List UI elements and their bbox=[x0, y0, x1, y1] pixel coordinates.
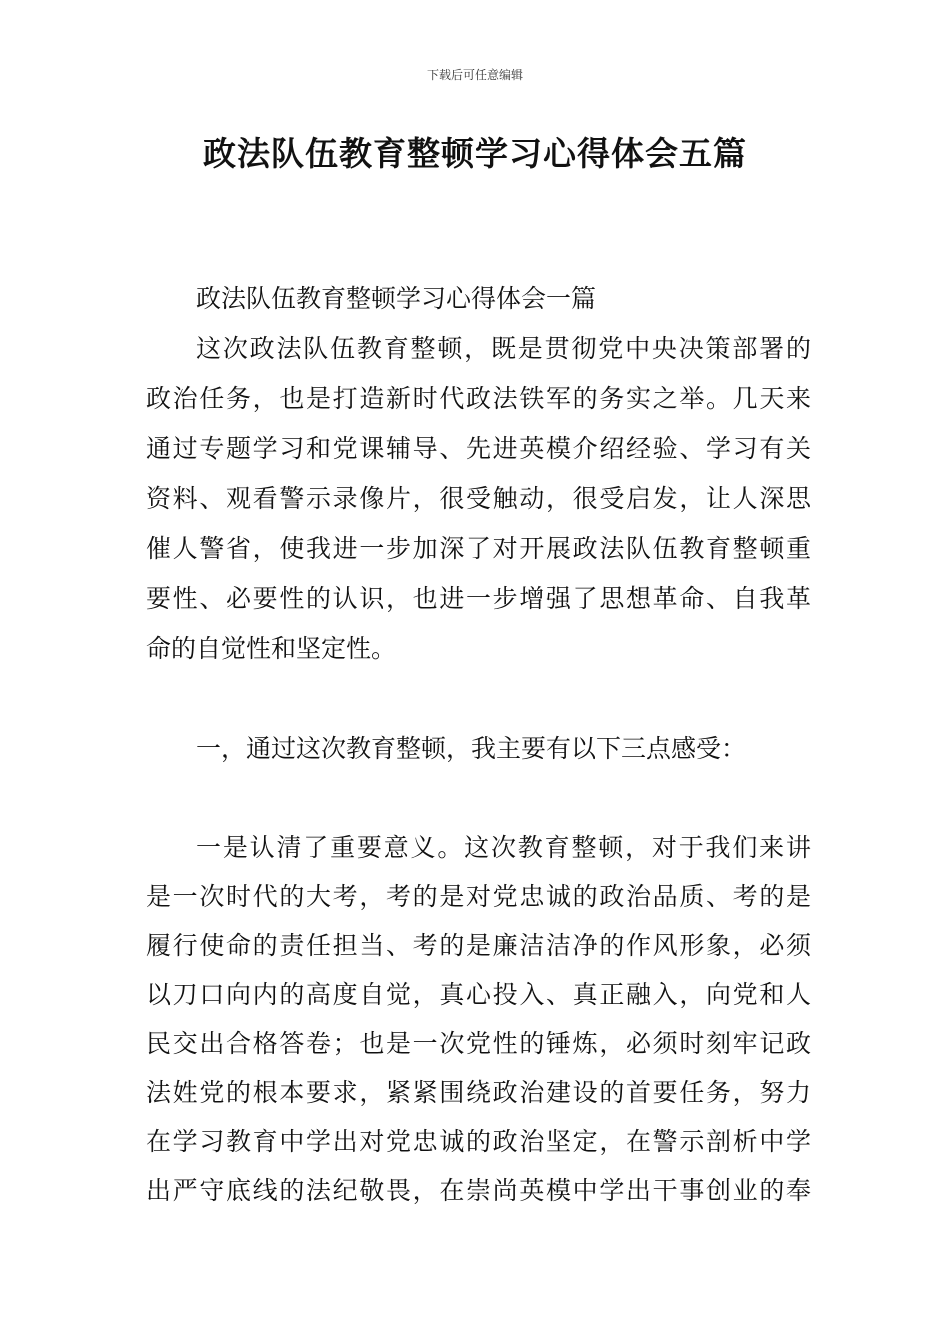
paragraph-line: 政治任务，也是打造新时代政法铁军的务实之举。几天来 bbox=[146, 384, 811, 413]
section-heading: 政法队伍教育整顿学习心得体会一篇 bbox=[196, 284, 597, 313]
paragraph-line: 命的自觉性和坚定性。 bbox=[146, 634, 397, 663]
paragraph-line: 催人警省，使我进一步加深了对开展政法队伍教育整顿重 bbox=[146, 534, 811, 563]
paragraph-line: 一是认清了重要意义。这次教育整顿，对于我们来讲 bbox=[196, 833, 811, 862]
point-heading: 一，通过这次教育整顿，我主要有以下三点感受： bbox=[196, 734, 747, 763]
paragraph-line: 是一次时代的大考，考的是对党忠诚的政治品质、考的是 bbox=[146, 882, 811, 911]
paragraph-line: 要性、必要性的认识，也进一步增强了思想革命、自我革 bbox=[146, 584, 811, 613]
paragraph-line: 出严守底线的法纪敬畏，在崇尚英模中学出干事创业的奉 bbox=[146, 1176, 811, 1205]
paragraph-line: 这次政法队伍教育整顿，既是贯彻党中央决策部署的 bbox=[196, 334, 811, 363]
document-title: 政法队伍教育整顿学习心得体会五篇 bbox=[203, 134, 747, 173]
paragraph-line: 法姓党的根本要求，紧紧围绕政治建设的首要任务，努力 bbox=[146, 1078, 811, 1107]
paragraph-line: 通过专题学习和党课辅导、先进英模介绍经验、学习有关 bbox=[146, 434, 811, 463]
paragraph-line: 民交出合格答卷；也是一次党性的锤炼，必须时刻牢记政 bbox=[146, 1029, 811, 1058]
paragraph-line: 在学习教育中学出对党忠诚的政治坚定，在警示剖析中学 bbox=[146, 1127, 811, 1156]
paragraph-line: 以刀口向内的高度自觉，真心投入、真正融入，向党和人 bbox=[146, 980, 811, 1009]
paragraph-line: 履行使命的责任担当、考的是廉洁洁净的作风形象，必须 bbox=[146, 931, 811, 960]
paragraph-line: 资料、观看警示录像片，很受触动，很受启发，让人深思 bbox=[146, 484, 811, 513]
header-note: 下载后可任意编辑 bbox=[426, 68, 523, 82]
